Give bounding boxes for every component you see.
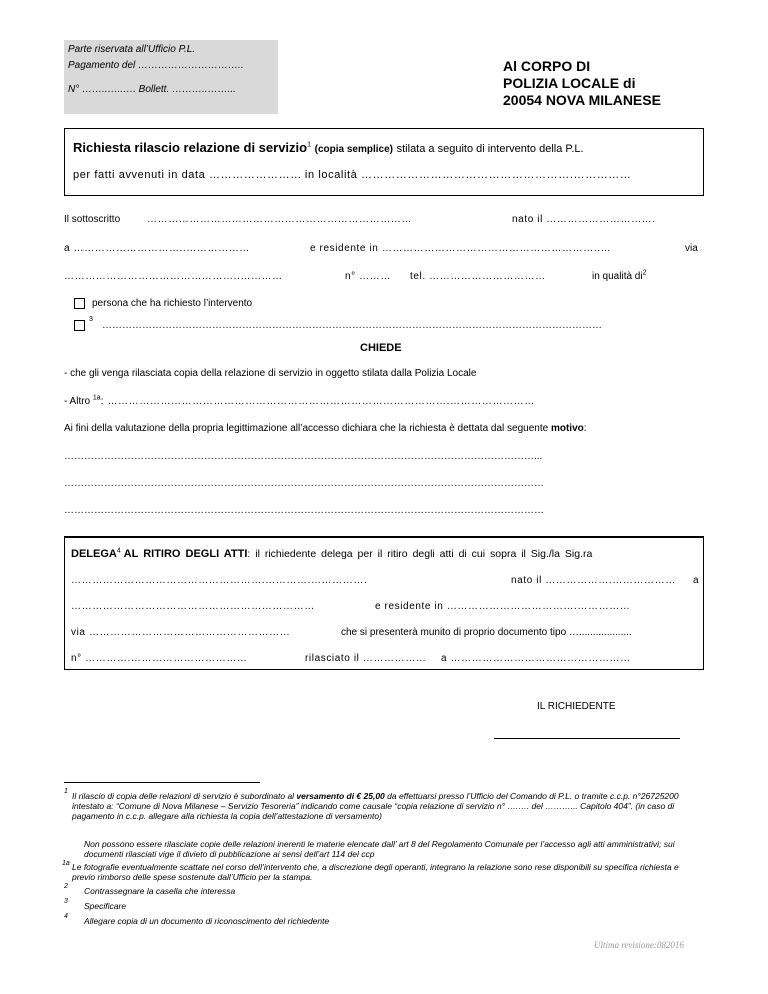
request-date-line	[73, 169, 632, 181]
delegate-document-place-field[interactable]: a ……………………………………………	[441, 653, 631, 664]
request-title	[73, 140, 584, 158]
street-field[interactable]: …………………………………………..…………	[64, 271, 283, 282]
footnote-1-amount: versamento di € 25,00	[296, 791, 385, 801]
delegate-birthplace-field[interactable]: ……………………………………………………………	[71, 601, 315, 612]
request-title-tail: stilata a seguito di intervento della P.L.	[396, 143, 584, 155]
footnote-4: Allegare copia di un documento di riconoscimento del richiedente	[84, 916, 330, 926]
footnote-4-marker: 4	[64, 913, 68, 920]
other-request-field[interactable]: : …………………………………………………………………………………….……………………	[100, 396, 535, 407]
delegate-name-field[interactable]: ……………………………………………….………….…………….	[71, 575, 368, 586]
signature-label: IL RICHIEDENTE	[537, 701, 616, 712]
request-title-footnote-ref: 1	[307, 141, 312, 149]
capacity-footnote-ref: 2	[642, 269, 647, 277]
phone-field[interactable]: tel. ……………………………	[410, 271, 546, 282]
office-reserved-box	[64, 40, 278, 114]
other-capacity-field[interactable]: ……………………………………………………………………………………………………………………………………	[102, 320, 602, 331]
delegate-birthdate-field[interactable]: nato il ……………….………………	[511, 575, 676, 586]
addressee-line-1: Al CORPO DI	[503, 58, 591, 74]
delegate-birthplace-label: a	[693, 575, 699, 586]
payment-line: Pagamento del …………………………..	[68, 60, 244, 71]
motive-colon: :	[583, 423, 587, 434]
other-capacity-footnote-ref: 3	[89, 316, 93, 323]
date-field[interactable]: per fatti avvenuti in data ……………………	[73, 169, 302, 181]
addressee	[503, 58, 661, 109]
motive-field-2[interactable]: ………………………………………………………………………………………………………………………………	[64, 478, 544, 489]
signature-line[interactable]	[494, 738, 680, 739]
capacity-label	[592, 271, 647, 283]
motive-field-1[interactable]: ……………………………………………………………………………………………………………………………...	[64, 451, 543, 462]
other-request-line	[64, 396, 535, 408]
office-reserved-label: Parte riservata all’Ufficio P.L.	[68, 44, 196, 55]
footnote-1a-marker: 1a	[62, 860, 70, 867]
delegate-street-field[interactable]: via …………………………………………………	[71, 627, 291, 638]
delegate-residence-field[interactable]: e residente in ……………………………….……………	[375, 601, 631, 612]
footnote-1-continuation: Non possono essere rilasciate copie delle relazioni inerenti le materie elencate dall’ art 8 del Regolamento Comunale per l’accesso agli atti amministrativi; sui documenti rilasciati vige il divieto di pubblicazione ai sensi dell’art 114 del ccp	[84, 839, 675, 859]
footnote-1	[72, 791, 700, 821]
addressee-line-2: POLIZIA LOCALE di	[503, 75, 636, 91]
footnote-separator	[64, 782, 260, 783]
delegate-document-date-field[interactable]: rilasciato il ………………	[305, 653, 427, 664]
footnote-2: Contrassegnare la casella che interessa	[84, 886, 236, 896]
location-field[interactable]: in località ……………………………………………….……………	[304, 169, 632, 181]
other-request-footnote-ref: 1a	[92, 394, 101, 402]
other-capacity-checkbox[interactable]	[74, 320, 85, 331]
chiede-heading: CHIEDE	[360, 342, 402, 354]
request-copy-line: - che gli venga rilasciata copia della relazione di servizio in oggetto stilata dalla Polizia Locale	[64, 368, 477, 379]
motive-field-3[interactable]: ………………………………………………………………………………………………………………………………	[64, 505, 544, 516]
footnote-2-marker: 2	[64, 883, 68, 890]
footnote-3: Specificare	[84, 901, 127, 911]
motive-statement-text: Ai fini della valutazione della propria legittimazione all’accesso dichiara che la richiesta è dettata dal seguente	[64, 423, 549, 434]
request-box	[64, 128, 704, 196]
footnote-1a: Le fotografie eventualmente scattate nel corso dell’intervento che, a discrezione degli operanti, integrano la relazione sono rese disponibili su specifica richiesta e previo rimborso delle spese sostenute dall’Ufficio per la stampa.	[72, 862, 679, 882]
delegate-document-number-field[interactable]: n° ………….……………………………	[71, 653, 248, 664]
requester-checkbox[interactable]	[74, 298, 85, 309]
footnote-1-text-a: Il rilascio di copia delle relazioni di servizio è subordinato al	[72, 791, 297, 801]
capacity-label-text: in qualità di	[592, 271, 643, 282]
request-title-text: Richiesta rilascio relazione di servizio	[73, 140, 308, 155]
revision-label: Ultima revisione:082016	[594, 940, 684, 950]
delegation-footnote-ref: 4	[116, 547, 121, 555]
delegation-box	[64, 536, 704, 670]
motive-statement	[64, 423, 587, 435]
footnote-1-marker: 1	[64, 788, 68, 795]
receipt-line: N° ……..…..…. Bollett. ………..……...	[68, 84, 236, 95]
other-request-label: - Altro	[64, 396, 91, 407]
motive-keyword: motivo	[550, 423, 584, 434]
delegation-title-b: AL RITIRO DEGLI ATTI	[123, 548, 248, 560]
footnote-1-text-b: da effettuarsi presso l’Ufficio del Comando di P.L. o tramite c.c.p. n°26725200 intestato a: “Comune di Nova Milanese – Servizio Tesoreria” indicando come causale “copia relazione di servizio n° ….…. del ………... Capitolo 404”. (in caso di pagamento in c.c.p. allegare alla richiesta la copia dell’attestazione di versamento)	[72, 791, 679, 821]
street-number-field[interactable]: n° ………	[345, 271, 391, 282]
via-label: via	[685, 243, 698, 254]
delegation-title-line	[71, 548, 592, 560]
delegate-document-type-field[interactable]: che si presenterà munito di proprio documento tipo …...................	[341, 627, 632, 638]
undersigned-field[interactable]: …………………………………………………………………	[147, 214, 412, 225]
request-subtitle: (copia semplice)	[314, 144, 393, 155]
birth-date-field[interactable]: nato il ………………………….	[512, 214, 656, 225]
requester-option-label: persona che ha richiesto l’intervento	[92, 298, 253, 309]
birthplace-field[interactable]: a …………………………..………………	[64, 243, 250, 254]
residence-field[interactable]: e residente in ……………………………………………………..…	[310, 243, 612, 254]
footnote-3-marker: 3	[64, 898, 68, 905]
undersigned-label: Il sottoscritto	[64, 214, 121, 225]
delegation-title: DELEGA	[71, 548, 117, 560]
addressee-line-3: 20054 NOVA MILANESE	[503, 92, 661, 108]
delegation-text: : il richiedente delega per il ritiro degli atti di cui sopra il Sig./la Sig.ra	[247, 548, 593, 560]
